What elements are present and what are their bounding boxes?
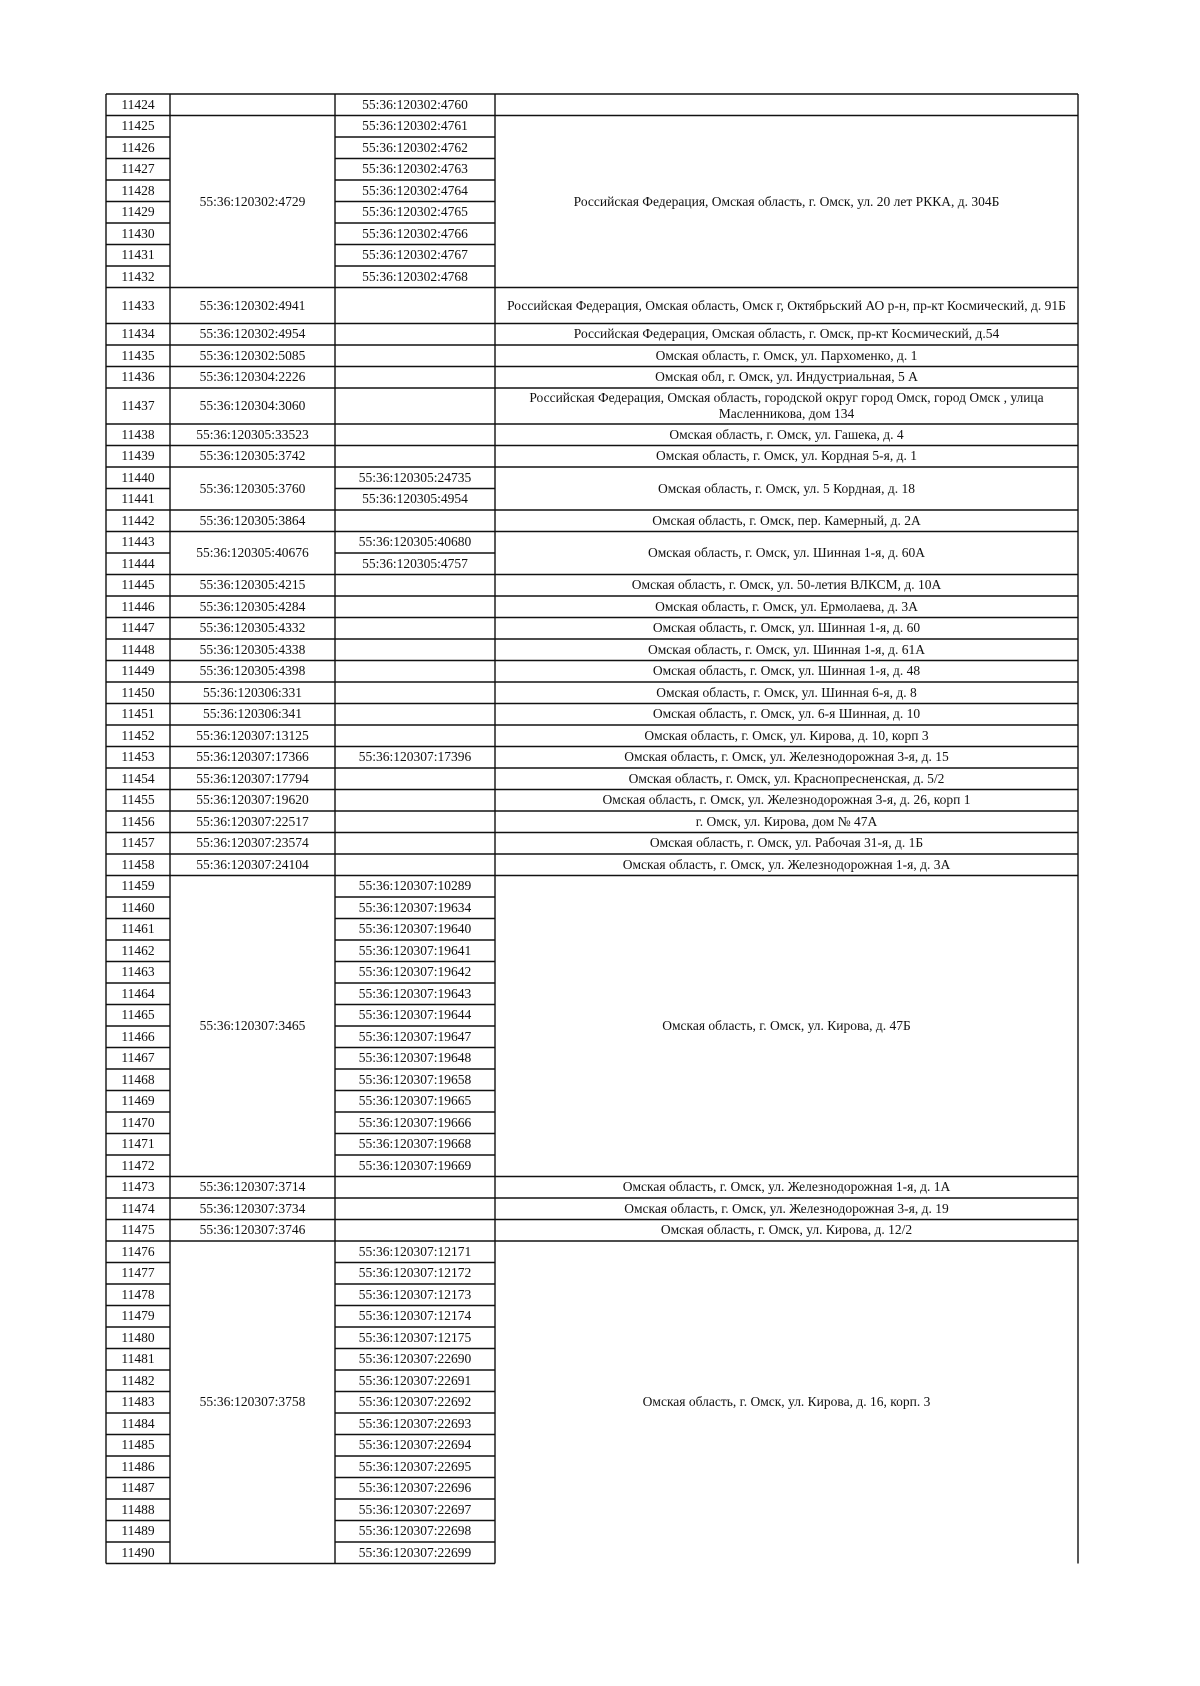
row-number: 11425 — [121, 118, 155, 134]
row-number: 11462 — [121, 942, 155, 958]
sub-cadastral-number — [335, 446, 495, 468]
address: Омская область, г. Омск, ул. 6-я Шинная, д. 10 — [652, 706, 921, 722]
parcel-cadastral-number: 55:36:120305:3760 — [199, 480, 306, 496]
sub-cadastral-number: 55:36:120307:10289 — [358, 878, 472, 894]
row-number: 11435 — [121, 347, 155, 363]
parcel-cadastral-number: 55:36:120305:4332 — [199, 620, 306, 636]
sub-cadastral-number — [335, 367, 495, 389]
row-number: 11463 — [121, 964, 155, 980]
sub-cadastral-number: 55:36:120307:22693 — [358, 1415, 472, 1431]
row-number: 11485 — [121, 1437, 155, 1453]
row-number: 11471 — [121, 1136, 155, 1152]
parcel-cadastral-number: 55:36:120307:23574 — [196, 835, 309, 851]
row-number: 11478 — [121, 1286, 155, 1302]
sub-cadastral-number — [335, 575, 495, 597]
row-number: 11439 — [121, 448, 155, 464]
row-number: 11451 — [121, 706, 155, 722]
row-number: 11440 — [121, 469, 155, 485]
row-number: 11446 — [121, 598, 155, 614]
parcel-cadastral-number: 55:36:120305:4398 — [199, 663, 306, 679]
parcel-cadastral-number: 55:36:120302:4729 — [199, 193, 306, 209]
parcel-cadastral-number: 55:36:120307:17366 — [196, 749, 309, 765]
address: Российская Федерация, Омская область, городской округ город Омск, город Омск , улица Масленникова, дом 134 — [529, 390, 1044, 421]
sub-cadastral-number — [335, 1177, 495, 1199]
address: Омская область, г. Омск, ул. Ермолаева, д. 3А — [655, 598, 918, 614]
row-number: 11442 — [121, 512, 155, 528]
parcel-cadastral-number: 55:36:120305:4284 — [199, 598, 306, 614]
sub-cadastral-number — [335, 811, 495, 833]
sub-cadastral-number: 55:36:120307:19640 — [358, 921, 472, 937]
address: Омская область, г. Омск, ул. Кордная 5-я, д. 1 — [656, 448, 917, 464]
address: Омская область, г. Омск, ул. Железнодорожная 1-я, д. 1А — [622, 1179, 951, 1195]
sub-cadastral-number: 55:36:120302:4765 — [362, 204, 468, 220]
address: Российская Федерация, Омская область, г. Омск, пр-кт Космический, д.54 — [573, 326, 1000, 342]
sub-cadastral-number: 55:36:120307:12173 — [358, 1286, 472, 1302]
parcel-cadastral-number: 55:36:120302:5085 — [199, 347, 306, 363]
sub-cadastral-number: 55:36:120302:4768 — [362, 268, 468, 284]
address: Омская область, г. Омск, ул. Кирова, д. 10, корп 3 — [644, 727, 929, 743]
sub-cadastral-number: 55:36:120307:19648 — [358, 1050, 472, 1066]
address: Омская область, г. Омск, пер. Камерный, д. 2А — [652, 512, 921, 528]
sub-cadastral-number: 55:36:120307:12174 — [358, 1308, 472, 1324]
address: Российская Федерация, Омская область, Омск г, Октябрьский АО р-н, пр-кт Космический, д. 91Б — [507, 297, 1066, 313]
sub-cadastral-number: 55:36:120307:19666 — [358, 1114, 472, 1130]
address: Омская область, г. Омск, ул. Шинная 1-я, д. 48 — [652, 663, 921, 679]
row-number: 11479 — [121, 1308, 155, 1324]
sub-cadastral-number: 55:36:120305:24735 — [358, 469, 472, 485]
sub-cadastral-number — [335, 854, 495, 876]
row-number: 11473 — [121, 1179, 155, 1195]
address: Омская область, г. Омск, ул. Кирова, д. 47Б — [662, 1018, 911, 1033]
row-number: 11454 — [121, 770, 155, 786]
sub-cadastral-number: 55:36:120302:4761 — [362, 118, 468, 134]
parcel-cadastral-number: 55:36:120302:4954 — [199, 326, 306, 342]
sub-cadastral-number: 55:36:120307:19641 — [358, 942, 472, 958]
sub-cadastral-number — [335, 1220, 495, 1242]
row-number: 11452 — [121, 727, 155, 743]
row-number: 11447 — [121, 620, 155, 636]
row-number: 11458 — [121, 856, 155, 872]
parcel-cadastral-number: 55:36:120305:4215 — [199, 577, 306, 593]
row-number: 11461 — [121, 921, 155, 937]
row-number: 11426 — [121, 139, 155, 155]
row-number: 11434 — [121, 326, 155, 342]
sub-cadastral-number — [335, 639, 495, 661]
parcel-cadastral-number: 55:36:120307:3746 — [199, 1222, 306, 1238]
address: Омская область, г. Омск, ул. Кирова, д. 12/2 — [660, 1222, 913, 1238]
row-number: 11445 — [121, 577, 155, 593]
row-number: 11431 — [121, 247, 155, 263]
row-number: 11449 — [121, 663, 155, 679]
row-number: 11470 — [121, 1114, 155, 1130]
address: Омская область, г. Омск, ул. Железнодорожная 3-я, д. 26, корп 1 — [602, 792, 971, 808]
sub-cadastral-number: 55:36:120307:22690 — [358, 1351, 472, 1367]
parcel-cadastral-number: 55:36:120307:3734 — [199, 1200, 306, 1216]
sub-cadastral-number — [335, 725, 495, 747]
parcel-cadastral-number: 55:36:120305:33523 — [196, 426, 309, 442]
parcel-cadastral-number: 55:36:120306:331 — [202, 684, 302, 700]
sub-cadastral-number: 55:36:120307:19634 — [358, 899, 472, 915]
parcel-cadastral-number: 55:36:120307:24104 — [196, 856, 309, 872]
address: Омская область, г. Омск, ул. Гашека, д. 4 — [669, 426, 904, 442]
address: Омская область, г. Омск, ул. Железнодорожная 3-я, д. 15 — [624, 749, 949, 765]
address: Омская область, г. Омск, ул. 5 Кордная, д. 18 — [658, 480, 915, 496]
address: Омская область, г. Омск, ул. Шинная 1-я, д. 60А — [648, 545, 925, 560]
parcel-cadastral-number: 55:36:120306:341 — [202, 706, 302, 722]
parcel-cadastral-number: 55:36:120302:4941 — [199, 297, 306, 313]
row-number: 11468 — [121, 1071, 155, 1087]
parcel-cadastral-number: 55:36:120307:19620 — [196, 792, 309, 808]
row-number: 11477 — [121, 1265, 155, 1281]
sub-cadastral-number: 55:36:120307:19642 — [358, 964, 472, 980]
sub-cadastral-number: 55:36:120307:12172 — [358, 1265, 472, 1281]
address: Омская область, г. Омск, ул. Железнодорожная 3-я, д. 19 — [624, 1200, 949, 1216]
sub-cadastral-number: 55:36:120307:19668 — [358, 1136, 472, 1152]
sub-cadastral-number: 55:36:120307:22691 — [358, 1372, 472, 1388]
parcel-cadastral-number: 55:36:120304:3060 — [199, 398, 306, 413]
row-number: 11481 — [121, 1351, 155, 1367]
row-number: 11474 — [121, 1200, 155, 1216]
row-number: 11482 — [121, 1372, 155, 1388]
row-number: 11455 — [121, 792, 155, 808]
row-number: 11489 — [121, 1523, 155, 1539]
sub-cadastral-number: 55:36:120307:12171 — [358, 1243, 472, 1259]
row-number: 11486 — [121, 1458, 155, 1474]
sub-cadastral-number: 55:36:120307:19658 — [358, 1071, 472, 1087]
sub-cadastral-number — [335, 345, 495, 367]
row-number: 11441 — [121, 491, 155, 507]
row-number: 11432 — [121, 268, 155, 284]
sub-cadastral-number — [335, 618, 495, 640]
row-number: 11450 — [121, 684, 155, 700]
address: Омская обл, г. Омск, ул. Индустриальная, 5 А — [655, 369, 918, 385]
sub-cadastral-number — [335, 768, 495, 790]
row-number: 11436 — [121, 369, 155, 385]
row-number: 11433 — [121, 297, 155, 313]
row-number: 11475 — [121, 1222, 155, 1238]
row-number: 11464 — [121, 985, 155, 1001]
sub-cadastral-number — [335, 510, 495, 532]
row-number: 11430 — [121, 225, 155, 241]
sub-cadastral-number — [335, 288, 495, 324]
sub-cadastral-number: 55:36:120302:4764 — [362, 182, 468, 198]
sub-cadastral-number: 55:36:120307:19644 — [358, 1007, 472, 1023]
sub-cadastral-number: 55:36:120307:22695 — [358, 1458, 472, 1474]
parcel-cadastral-number: 55:36:120305:40676 — [196, 545, 309, 560]
parcel-cadastral-number — [170, 94, 335, 116]
parcel-cadastral-number: 55:36:120305:3742 — [199, 448, 306, 464]
row-number: 11444 — [121, 555, 155, 571]
address: Омская область, г. Омск, ул. Шинная 1-я, д. 60 — [652, 620, 921, 636]
sub-cadastral-number: 55:36:120305:4954 — [362, 491, 468, 507]
row-number: 11460 — [121, 899, 155, 915]
row-number: 11428 — [121, 182, 155, 198]
parcel-cadastral-number: 55:36:120307:3465 — [199, 1018, 306, 1033]
address: Омская область, г. Омск, ул. Пархоменко, д. 1 — [655, 347, 918, 363]
row-number: 11437 — [121, 398, 155, 413]
sub-cadastral-number: 55:36:120307:22699 — [358, 1544, 472, 1560]
address: Российская Федерация, Омская область, г. Омск, ул. 20 лет РККА, д. 304Б — [573, 193, 1000, 209]
parcel-cadastral-number: 55:36:120305:4338 — [199, 641, 306, 657]
address: г. Омск, ул. Кирова, дом № 47А — [695, 813, 878, 829]
row-number: 11453 — [121, 749, 155, 765]
row-number: 11488 — [121, 1501, 155, 1517]
sub-cadastral-number — [335, 704, 495, 726]
sub-cadastral-number: 55:36:120307:22696 — [358, 1480, 472, 1496]
sub-cadastral-number — [335, 833, 495, 855]
sub-cadastral-number — [335, 324, 495, 346]
parcel-cadastral-number: 55:36:120307:3758 — [199, 1394, 306, 1410]
sub-cadastral-number: 55:36:120305:4757 — [362, 555, 468, 571]
sub-cadastral-number: 55:36:120307:19669 — [358, 1157, 472, 1173]
row-number: 11438 — [121, 426, 155, 442]
parcel-cadastral-number: 55:36:120307:3714 — [199, 1179, 306, 1195]
row-number: 11480 — [121, 1329, 155, 1345]
address: Омская область, г. Омск, ул. Шинная 1-я, д. 61А — [648, 641, 925, 657]
sub-cadastral-number: 55:36:120307:19643 — [358, 985, 472, 1001]
sub-cadastral-number: 55:36:120307:19647 — [358, 1028, 472, 1044]
address: Омская область, г. Омск, ул. 50-летия ВЛКСМ, д. 10А — [631, 577, 942, 593]
row-number: 11483 — [121, 1394, 155, 1410]
sub-cadastral-number — [335, 424, 495, 446]
sub-cadastral-number: 55:36:120307:22694 — [358, 1437, 472, 1453]
row-number: 11429 — [121, 204, 155, 220]
row-number: 11443 — [121, 534, 155, 550]
parcel-cadastral-number: 55:36:120307:13125 — [196, 727, 309, 743]
address: Омская область, г. Омск, ул. Краснопресненская, д. 5/2 — [628, 770, 945, 786]
sub-cadastral-number — [335, 596, 495, 618]
row-number: 11467 — [121, 1050, 155, 1066]
row-number: 11424 — [121, 96, 155, 112]
row-number: 11456 — [121, 813, 155, 829]
address: Омская область, г. Омск, ул. Кирова, д. 16, корп. 3 — [642, 1394, 931, 1410]
address: Омская область, г. Омск, ул. Рабочая 31-я, д. 1Б — [649, 835, 924, 851]
sub-cadastral-number: 55:36:120307:22692 — [358, 1394, 472, 1410]
row-number: 11490 — [121, 1544, 155, 1560]
sub-cadastral-number: 55:36:120302:4767 — [362, 247, 468, 263]
parcel-cadastral-number: 55:36:120305:3864 — [199, 512, 306, 528]
row-number: 11448 — [121, 641, 155, 657]
address — [499, 94, 1074, 116]
row-number: 11427 — [121, 161, 155, 177]
sub-cadastral-number — [335, 388, 495, 424]
sub-cadastral-number — [335, 1198, 495, 1220]
sub-cadastral-number: 55:36:120302:4766 — [362, 225, 468, 241]
row-number: 11484 — [121, 1415, 155, 1431]
sub-cadastral-number: 55:36:120302:4762 — [362, 139, 468, 155]
parcel-cadastral-number: 55:36:120304:2226 — [199, 369, 306, 385]
row-number: 11457 — [121, 835, 155, 851]
sub-cadastral-number: 55:36:120307:22698 — [358, 1523, 472, 1539]
sub-cadastral-number: 55:36:120305:40680 — [358, 534, 472, 550]
sub-cadastral-number: 55:36:120302:4760 — [362, 96, 468, 112]
sub-cadastral-number: 55:36:120307:22697 — [358, 1501, 472, 1517]
sub-cadastral-number — [335, 790, 495, 812]
row-number: 11466 — [121, 1028, 155, 1044]
sub-cadastral-number: 55:36:120307:12175 — [358, 1329, 472, 1345]
row-number: 11487 — [121, 1480, 155, 1496]
sub-cadastral-number — [335, 682, 495, 704]
row-number: 11476 — [121, 1243, 155, 1259]
sub-cadastral-number: 55:36:120302:4763 — [362, 161, 468, 177]
sub-cadastral-number — [335, 661, 495, 683]
sub-cadastral-number: 55:36:120307:19665 — [358, 1093, 472, 1109]
parcel-cadastral-number: 55:36:120307:17794 — [196, 770, 309, 786]
row-number: 11469 — [121, 1093, 155, 1109]
address: Омская область, г. Омск, ул. Шинная 6-я, д. 8 — [656, 684, 917, 700]
address: Омская область, г. Омск, ул. Железнодорожная 1-я, д. 3А — [622, 856, 951, 872]
sub-cadastral-number: 55:36:120307:17396 — [358, 749, 472, 765]
row-number: 11472 — [121, 1157, 155, 1173]
parcel-cadastral-number: 55:36:120307:22517 — [196, 813, 309, 829]
row-number: 11459 — [121, 878, 155, 894]
row-number: 11465 — [121, 1007, 155, 1023]
